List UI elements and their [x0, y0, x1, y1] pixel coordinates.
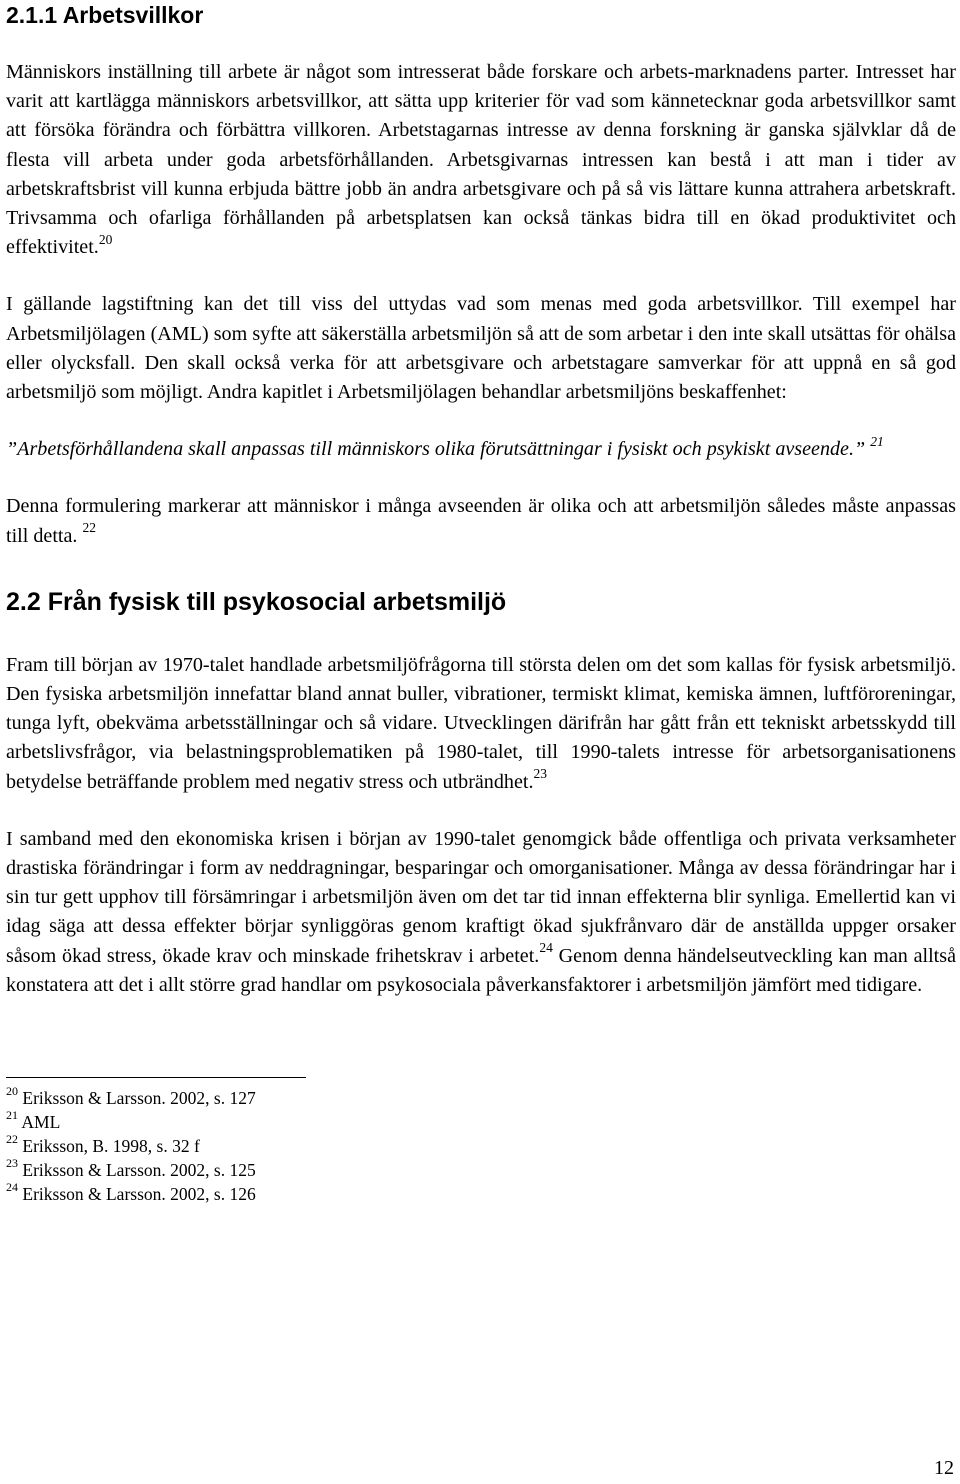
paragraph-ekonomiska-krisen — [6, 825, 956, 1000]
footnote-ref-22: 22 — [82, 519, 96, 535]
law-quote — [6, 435, 956, 464]
paragraph-text: I gällande lagstiftning kan det till viss del uttydas vad som menas med goda arbetsvillkor. Till exempel har Arbetsmiljölagen (AML) som syfte att säkerställa arbetsmiljön så att de som arbetar i den inte skall utsättas för ohälsa eller olycksfall. Den skall också verka för att arbetsgivare och arbetstagare samverkar för att uppnå en så god arbetsmiljö som möjligt. Andra kapitlet i Arbetsmiljölagen behandlar arbetsmiljöns beskaffenhet: — [6, 293, 956, 404]
footnote-number: 20 — [6, 1084, 18, 1099]
section-heading: 2.1.1 Arbetsvillkor — [6, 2, 204, 28]
paragraph-lagstiftning — [6, 290, 956, 407]
footnote-separator — [6, 1077, 306, 1078]
paragraph-fysisk-arbetsmiljo — [6, 651, 956, 797]
footnote-number: 21 — [6, 1108, 18, 1123]
footnote-text: Eriksson & Larsson. 2002, s. 125 — [22, 1160, 256, 1181]
footnote-text: Eriksson & Larsson. 2002, s. 127 — [22, 1088, 256, 1109]
footnote-text: Eriksson, B. 1998, s. 32 f — [22, 1136, 200, 1157]
footnote-21 — [6, 1110, 956, 1134]
paragraph-text: Fram till början av 1970-talet handlade arbetsmiljöfrågorna till största delen om det som kallas för fysisk arbetsmiljö. Den fysiska arbetsmiljön innefattar bland annat buller, vibrationer, termiskt klimat, kemiska ämnen, luftföroreningar, tunga lyft, obekväma arbetsställningar och så vidare. Utvecklingen därifrån har gått från ett tekniskt arbetsskydd till arbetslivsfrågor, via belastningsproblematiken på 1980-talet, till 1990-talets intresse för arbetsorganisationens betydelse beträffande problem med negativ stress och utbrändhet. — [6, 653, 956, 793]
footnote-text: Eriksson & Larsson. 2002, s. 126 — [22, 1184, 256, 1205]
footnote-ref-24: 24 — [539, 939, 553, 955]
footnote-text: AML — [21, 1112, 61, 1133]
paragraph-arbetsvillkor-intro — [6, 58, 956, 262]
footnote-22 — [6, 1134, 956, 1158]
footnote-ref-20: 20 — [98, 231, 113, 247]
quote-text: ”Arbetsförhållandena skall anpassas till människors olika förutsättningar i fysiskt och psykiskt avseende.” — [6, 438, 866, 461]
footnote-24 — [6, 1182, 956, 1206]
footnote-number: 22 — [6, 1132, 18, 1147]
paragraph-text: I samband med den ekonomiska krisen i början av 1990-talet genomgick både offentliga och privata verksamheter drastiska förändringar i form av neddragningar, besparingar och omorganisationer. Många av dessa förändringar har i sin tur gett upphov till försämringar i arbetsmiljön även om det tar tid innan effekterna blir synliga. Emellertid kan vi idag säga att dessa effekter börjar synliggöras genom kraftigt ökad sjukfrånvaro där de anställda uppger orsaker såsom ökad stress, ökade krav och minskade frihetskrav i arbetet. — [6, 827, 956, 967]
footnote-number: 23 — [6, 1156, 18, 1171]
paragraph-text: Människors inställning till arbete är något som intresserat både forskare och arbets-marknadens parter. Intresset har varit att kartlägga människors arbetsvillkor, att sätta upp kriterier för vad som kännetecknar goda arbetsvillkor samt att försöka förändra och förbättra villkoren. Arbetstagarnas intresse av denna forskning är ganska självklar då de flesta vill arbeta under goda arbetsförhållanden. Arbetsgivarnas intressen kan bestå i att man i tider av arbetskraftsbrist vill kunna erbjuda bättre jobb än andra arbetsgivare och på så vis lättare kunna attrahera arbetskraft. Trivsamma och ofarliga förhållanden på arbetsplatsen kan också tänkas bidra till en ökad produktivitet och effektivitet. — [6, 61, 956, 259]
main-heading: 2.2 Från fysisk till psykosocial arbetsmiljö — [6, 587, 507, 616]
footnotes — [6, 1086, 956, 1206]
paragraph-formulering — [6, 492, 956, 550]
footnote-23 — [6, 1158, 956, 1182]
page-number: 12 — [934, 1457, 954, 1479]
footnote-number: 24 — [6, 1180, 18, 1195]
footnote-ref-23: 23 — [533, 765, 547, 781]
document-page — [6, 0, 956, 1206]
paragraph-text-continued: Genom denna händelseutveckling kan man alltså konstatera att det i allt större grad handlar om psykosociala påverkansfaktorer i arbetsmiljön jämfört med tidigare. — [6, 944, 957, 996]
footnote-20 — [6, 1086, 956, 1110]
footnote-ref-21: 21 — [870, 433, 884, 449]
paragraph-text: Denna formulering markerar att människor i många avseenden är olika och att arbetsmiljön således måste anpassas till detta. — [6, 495, 956, 547]
